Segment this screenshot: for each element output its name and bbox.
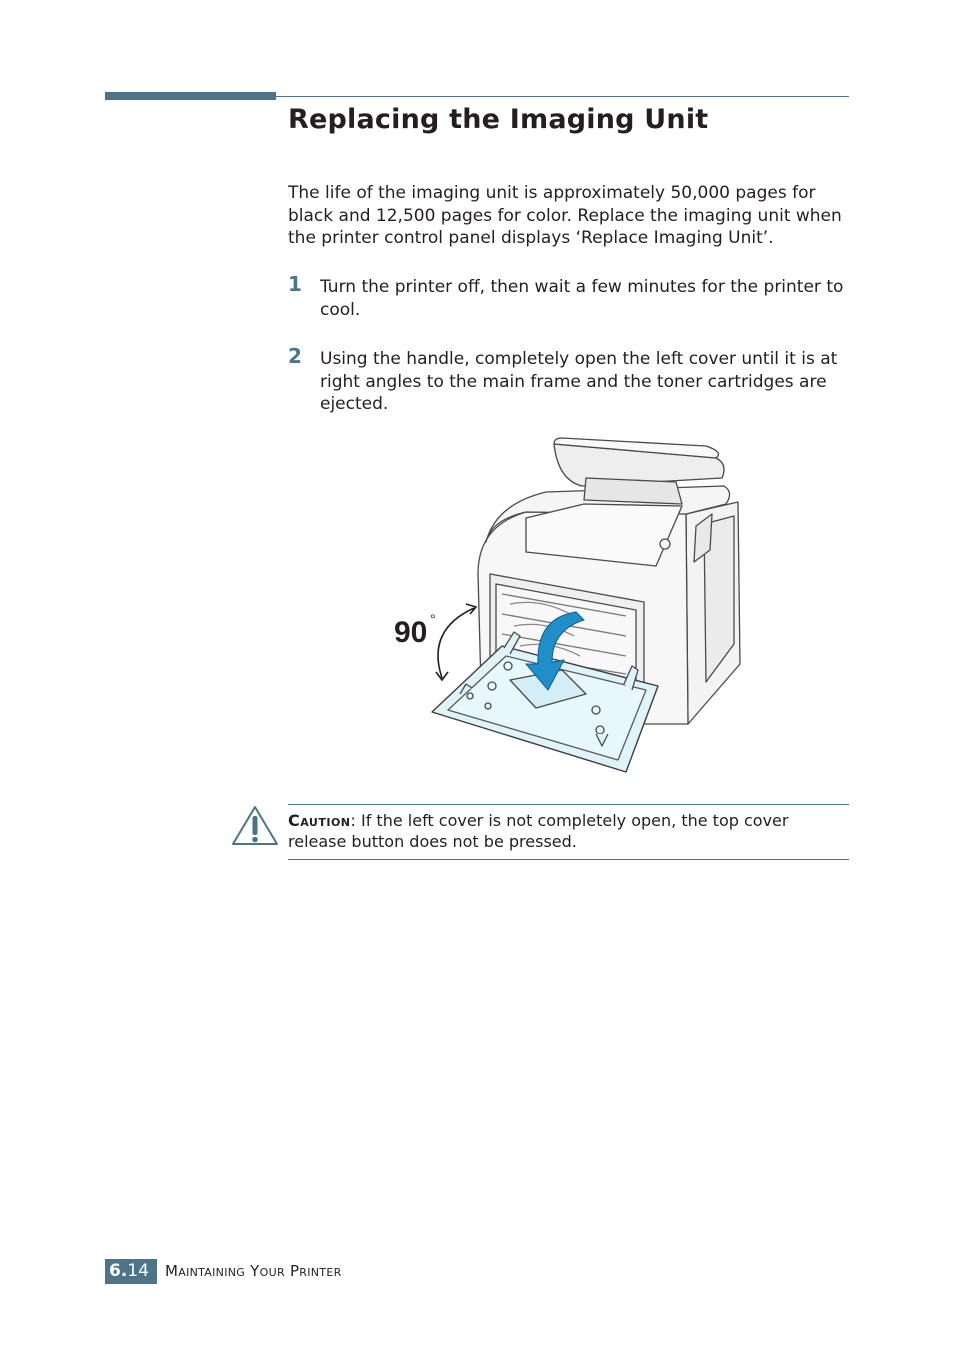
- intro-paragraph: The life of the imaging unit is approximately 50,000 pages for black and 12,500 pages for color. Replace the imaging unit when the printer control panel displays ‘Replace Imaging Unit’.: [288, 183, 842, 248]
- step-1: [288, 272, 850, 321]
- caution-icon: [230, 804, 280, 848]
- printer-illustration: [386, 434, 746, 776]
- step-text: Turn the printer off, then wait a few minutes for the printer to cool.: [320, 277, 844, 320]
- footer-chapter-title: Maintaining Your Printer: [165, 1262, 342, 1280]
- step-text: Using the handle, completely open the left cover until it is at right angles to the main frame and the toner cartridges are ejected.: [320, 349, 838, 414]
- step-number: 2: [288, 344, 302, 368]
- step-2: [288, 344, 850, 416]
- caution-box: [288, 804, 849, 860]
- angle-label: 90: [394, 616, 428, 649]
- degree-symbol: °: [430, 611, 436, 627]
- step-number: 1: [288, 272, 302, 296]
- caution-text: [288, 811, 849, 852]
- section-rule-thin: [276, 96, 849, 97]
- page-number-badge: [105, 1259, 157, 1284]
- chapter-number: 6.: [109, 1261, 128, 1281]
- section-rule-thick: [105, 92, 276, 100]
- section-title: Replacing the Imaging Unit: [288, 104, 709, 135]
- caution-message: : If the left cover is not completely open, the top cover release button does not be pressed.: [288, 811, 789, 851]
- page-number: 14: [127, 1261, 149, 1281]
- caution-label: Caution: [288, 811, 351, 830]
